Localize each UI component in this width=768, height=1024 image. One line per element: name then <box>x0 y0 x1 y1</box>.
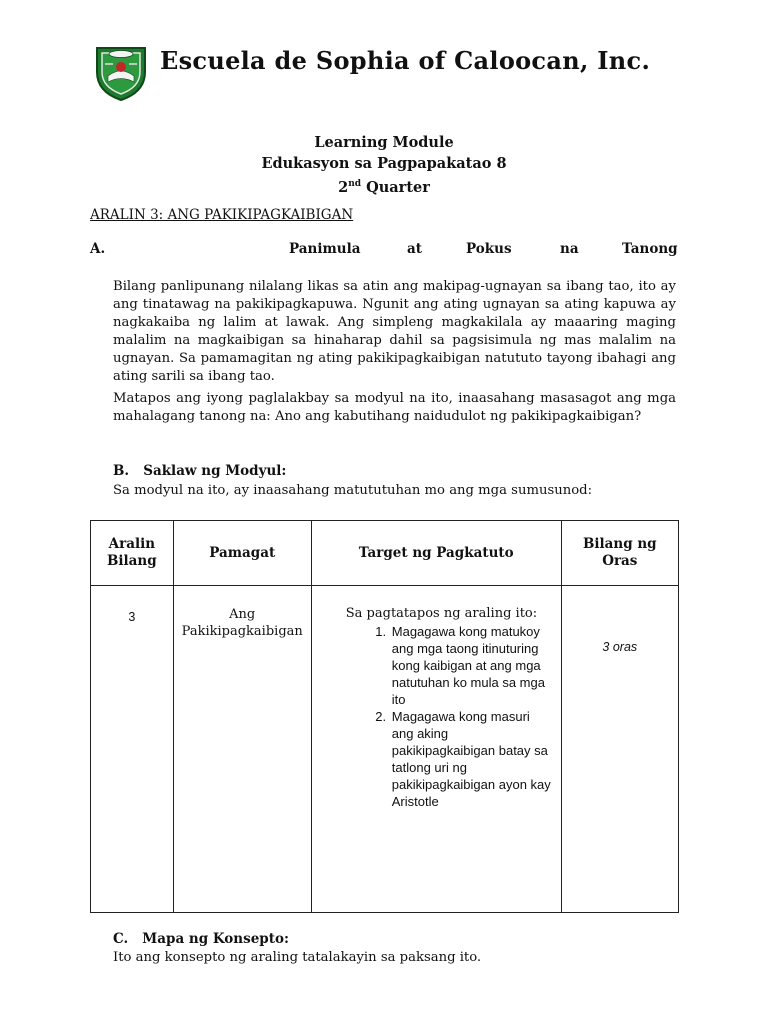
cell-lesson-number: 3 <box>91 586 174 913</box>
quarter-suffix: nd <box>348 179 362 189</box>
cell-lesson-title: Ang Pakikipagkaibigan <box>173 586 311 913</box>
heading-word: Tanong <box>622 241 678 257</box>
heading-word: at <box>407 241 422 257</box>
school-crest-icon <box>93 42 149 102</box>
section-b-heading: B. Saklaw ng Modyul: <box>113 463 287 479</box>
subject-title: Edukasyon sa Pagpapakatao 8 <box>261 155 507 172</box>
table-header-row <box>91 521 679 586</box>
quarter-title <box>0 174 768 198</box>
header-aralin-bilang: Aralin Bilang <box>91 521 174 586</box>
section-a-letter: A. <box>90 241 106 257</box>
header-bilang-oras: Bilang ng Oras <box>561 521 678 586</box>
quarter-word: Quarter <box>366 178 430 196</box>
school-name: Escuela de Sophia of Caloocan, Inc. <box>160 46 651 75</box>
section-b-subtext: Sa modyul na ito, ay inaasahang matututuhan mo ang mga sumusunod: <box>113 483 593 498</box>
targets-list <box>346 623 553 810</box>
header-pamagat: Pamagat <box>173 521 311 586</box>
quarter-number: 2 <box>338 178 349 196</box>
targets-intro: Sa pagtatapos ng araling ito: <box>345 606 538 621</box>
module-title: Learning Module <box>314 134 454 151</box>
intro-paragraph: Bilang panlipunang nilalang likas sa atin ang makipag-ugnayan sa ibang tao, ito ay ang tinatawag na pakikipagkapuwa. Ngunit ang ating ugnayan sa ating kapuwa ay nagkakaiba ng lalim at lawak. Ang simpleng magkakilala ay maaaring maging malalim na magkaibigan sa hinaharap dahil sa pagsisimula ng mas malalim na ugnayan. Sa pamamagitan ng ating pakikipagkaibigan natututo tayong ibahagi ang ating sarili sa ibang tao. <box>113 279 676 384</box>
module-titles <box>0 132 768 198</box>
module-scope-table <box>90 520 679 913</box>
header-target: Target ng Pagkatuto <box>311 521 561 586</box>
cell-learning-targets <box>311 586 561 913</box>
list-item: 2. Magagawa kong masuri ang aking pakikipagkaibigan batay sa tatlong uri ng pakikipagkaibigan ayon kay Aristotle <box>390 708 553 810</box>
cell-hours: 3 oras <box>561 586 678 913</box>
list-item: 1. Magagawa kong matukoy ang mga taong itinuturing kong kaibigan at ang mga natutuhan ko mula sa mga ito <box>390 623 553 708</box>
lesson-heading: ARALIN 3: ANG PAKIKIPAGKAIBIGAN <box>90 207 354 223</box>
heading-word: Pokus <box>466 241 512 257</box>
section-c-subtext: Ito ang konsepto ng araling tatalakayin sa paksang ito. <box>113 950 482 965</box>
table-row <box>91 586 679 913</box>
heading-word: na <box>560 241 579 257</box>
heading-word: Panimula <box>289 241 361 257</box>
question-paragraph: Matapos ang iyong paglalakbay sa modyul na ito, inaasahang masasagot ang mga mahalagang tanong na: Ano ang kabutihang naidudulot ng pakikipagkaibigan? <box>113 391 676 424</box>
section-c-heading: C. Mapa ng Konsepto: <box>113 931 289 947</box>
